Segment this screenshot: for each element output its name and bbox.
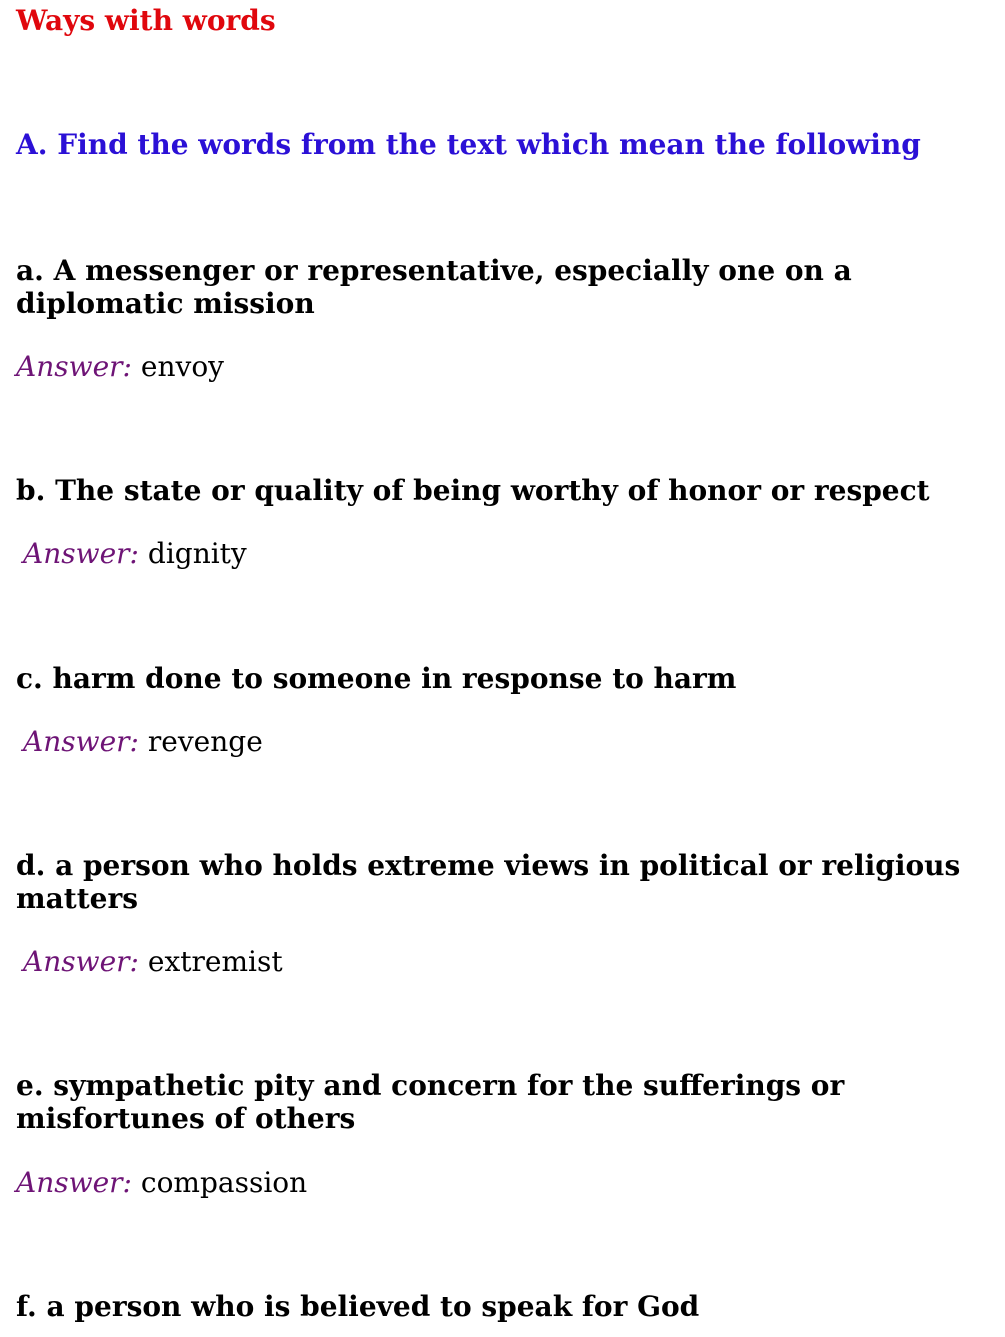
question-e: e. sympathetic pity and concern for the sufferings or misfortunes of others — [16, 1069, 845, 1135]
question-f: f. a person who is believed to speak for God — [16, 1290, 700, 1323]
answer-d — [23, 945, 283, 978]
question-a: a. A messenger or representative, especially one on a diplomatic mission — [16, 254, 852, 320]
page-title: Ways with words — [16, 4, 276, 37]
answer-text: revenge — [147, 725, 263, 758]
section-heading: A. Find the words from the text which mean the following — [16, 128, 921, 161]
answer-text: envoy — [140, 350, 224, 383]
answer-a — [16, 350, 224, 383]
answer-text: dignity — [147, 537, 247, 570]
answer-label: Answer: — [23, 945, 139, 978]
answer-label: Answer: — [16, 1166, 132, 1199]
answer-label: Answer: — [23, 537, 139, 570]
answer-label: Answer: — [16, 350, 132, 383]
question-d: d. a person who holds extreme views in political or religious matters — [16, 849, 961, 915]
answer-c — [23, 725, 263, 758]
answer-label: Answer: — [23, 725, 139, 758]
answer-b — [23, 537, 247, 570]
answer-e — [16, 1166, 307, 1199]
question-b: b. The state or quality of being worthy of honor or respect — [16, 474, 930, 507]
question-c: c. harm done to someone in response to harm — [16, 662, 737, 695]
answer-text: compassion — [140, 1166, 308, 1199]
answer-text: extremist — [147, 945, 283, 978]
